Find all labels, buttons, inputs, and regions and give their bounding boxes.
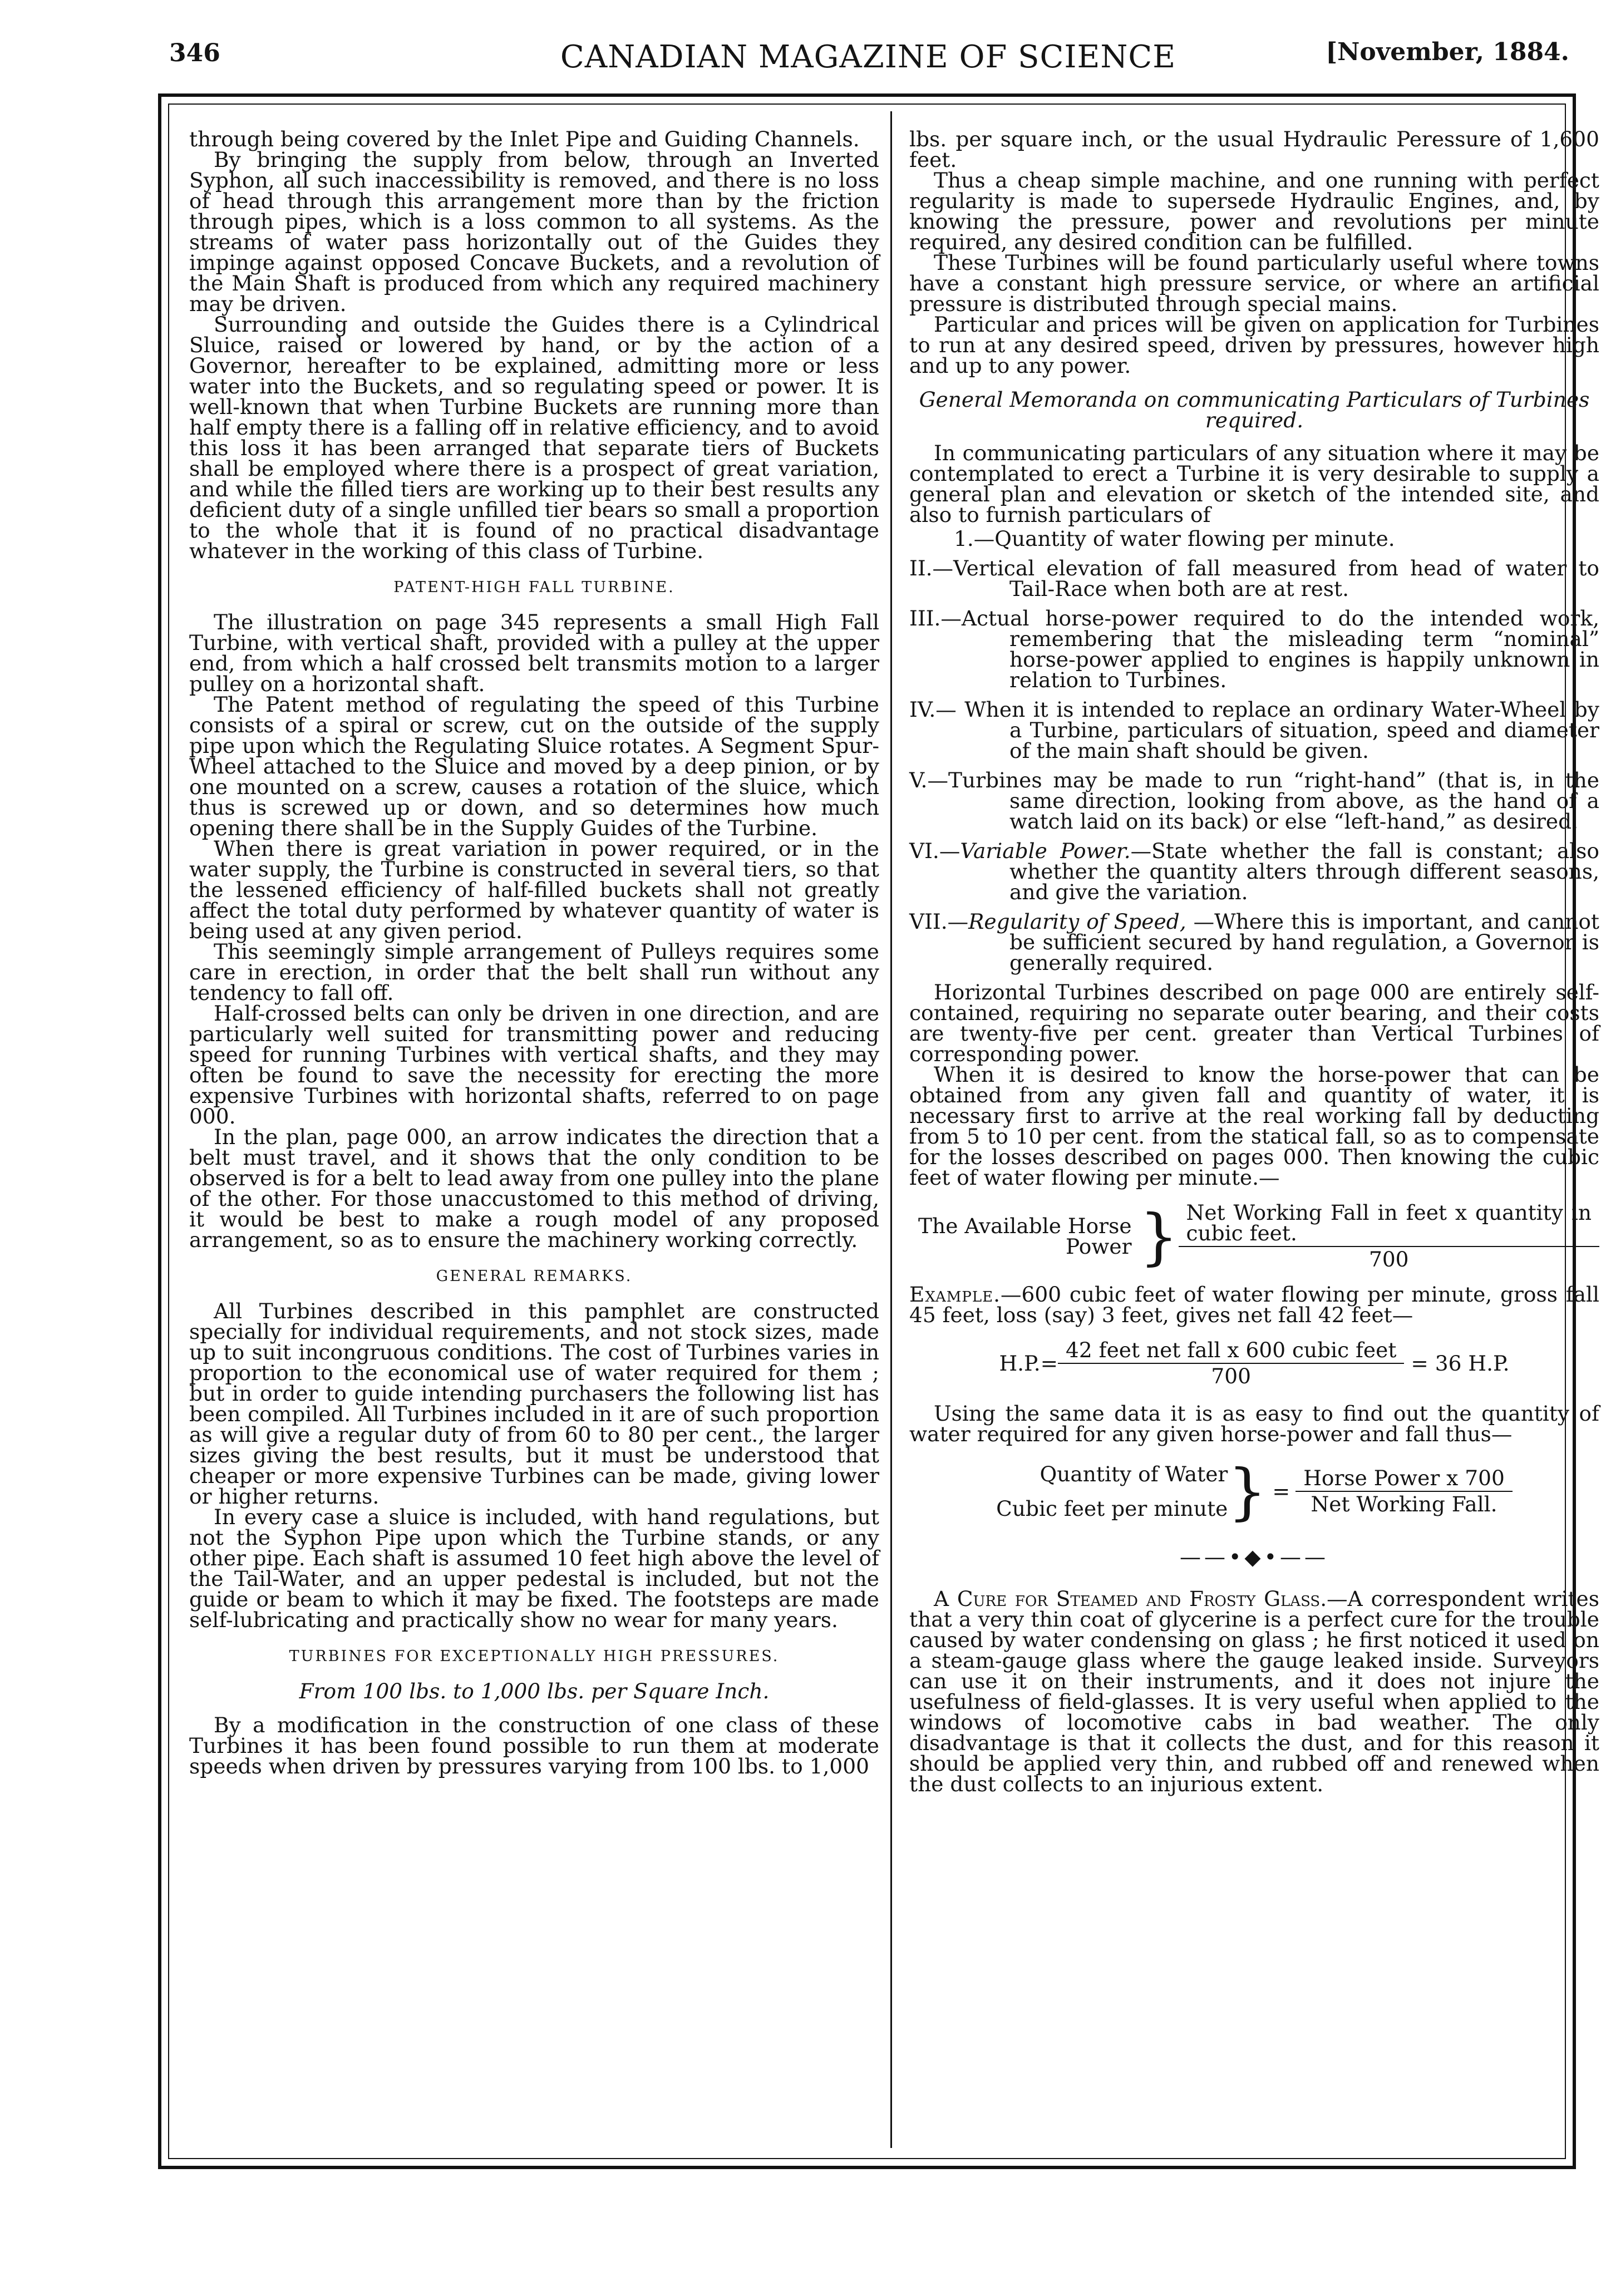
brace-glyph: }	[1139, 1200, 1179, 1272]
quantity-label-1: Quantity of Water	[1040, 1462, 1228, 1486]
cure-text: —A correspondent writes that a very thin coat of glycerine is a perfect cure for the trouble caused by water condensing on glass ; he first noticed it used on a steam-gauge glass where the gauge leaked inside. Surveyors can use it on their instruments, and it does not injure the usefulness of field-glasses. It is very useful when applied to the windows of locomotive cabs in bad weather. The only disadvantage is that it collects the dust, and for this reason it should be applied very thin, and rubbed off and renewed when the dust collects to an injurious extent.	[909, 1586, 1599, 1796]
formula-denominator: 700	[1368, 1247, 1409, 1272]
example-label: Example.	[909, 1282, 1001, 1307]
example-paragraph	[909, 1284, 1599, 1326]
ornament-divider: ——•◆•——	[1179, 1545, 1329, 1569]
formula-numerator: Net Working Fall in feet x quantity in cubic feet.	[1179, 1203, 1599, 1247]
magazine-title: CANADIAN MAGAZINE OF SCIENCE	[560, 39, 1176, 75]
list-item-title: Variable Power.	[960, 839, 1131, 863]
equals-sign: =	[1272, 1479, 1290, 1504]
cure-heading: A Cure for Steamed and Frosty Glass.	[934, 1586, 1327, 1611]
section-heading: TURBINES FOR EXCEPTIONALLY HIGH PRESSURES.	[289, 1648, 780, 1665]
cure-paragraph	[909, 1586, 1599, 1796]
section-subheading: From 100 lbs. to 1,000 lbs. per Square Inch.	[299, 1679, 770, 1703]
paragraph: The Patent method of regulating the speed of this Turbine consists of a spiral or screw, cut on the outside of the supply pipe upon which the Regulating Sluice rotates. A Segment Spur-Wheel attached to the Sluice and moved by a deep pinion, or by one mounted on a screw, causes a rotation of the sluice, which thus is screwed up or down, and so determines how much opening there shall be in the Supply Guides of the Turbine.	[189, 692, 879, 840]
issue-date: [November, 1884.	[1326, 38, 1569, 66]
list-item: III.—Actual horse-power required to do the intended work, remembering that the misleading term “nominal” horse-power applied to engines is happily unknown in relation to Turbines.	[909, 606, 1599, 692]
paragraph: When it is desired to know the horse-power that can be obtained from any given fall and quantity of water, it is necessary first to arrive at the real working fall by deducting from 5 to 10 per cent. from the statical fall, so as to compensate for the losses described on pages 000. Then knowing the cubic feet of water flowing per minute.—	[909, 1062, 1599, 1190]
quantity-fraction	[1295, 1468, 1513, 1515]
column-divider	[890, 111, 892, 2148]
formula-label: The Available Horse Power	[918, 1213, 1132, 1259]
list-item-number: VII.—	[909, 909, 969, 934]
section-heading: PATENT-HIGH FALL TURBINE.	[393, 579, 675, 596]
paragraph: through being covered by the Inlet Pipe and Guiding Channels.	[189, 127, 860, 151]
list-item: II.—Vertical elevation of fall measured from head of water to Tail-Race when both are at rest.	[909, 556, 1599, 601]
quantity-label-2: Cubic feet per minute	[996, 1496, 1228, 1521]
paragraph: Particular and prices will be given on application for Turbines to run at any desired speed, driven by pressures, however high and up to any power.	[909, 312, 1599, 378]
hp-calculation	[909, 1340, 1599, 1387]
hp-fraction	[1058, 1340, 1404, 1387]
section-heading: GENERAL REMARKS.	[436, 1268, 633, 1285]
paragraph: By bringing the supply from below, through an Inverted Syphon, all such inaccessibility is removed, and there is no loss of head through this arrangement more than by the friction through pipes, which is a loss common to all systems. As the streams of water pass horizontally out of the Guides they impinge against opposed Concave Buckets, and a revolution of the Main Shaft is produced from which any required machinery may be driven.	[189, 147, 879, 316]
list-item: IV.— When it is intended to replace an ordinary Water-Wheel by a Turbine, particulars of situation, speed and diameter of the main shaft should be given.	[909, 697, 1599, 763]
paragraph: This seemingly simple arrangement of Pulleys requires some care in erection, in order that the belt shall run without any tendency to fall off.	[189, 939, 879, 1005]
brace-glyph: }	[1228, 1456, 1267, 1527]
paragraph: Thus a cheap simple machine, and one running with perfect regularity is made to supersede Hydraulic Engines, and, by knowing the pressure, power and revolutions per minute required, any desired condition can be fulfilled.	[909, 168, 1599, 254]
paragraph: The illustration on page 345 represents a small High Fall Turbine, with vertical shaft, provided with a pulley at the upper end, from which a half crossed belt transmits motion to a larger pulley on a horizontal shaft.	[189, 610, 879, 696]
left-column	[189, 129, 879, 1777]
list-item-text: —Where this is important, and cannot be sufficient secured by hand regulation, a Governor is generally required.	[1009, 909, 1599, 975]
paragraph: All Turbines described in this pamphlet are constructed specially for individual requirements, and not stock sizes, made up to suit incongruous conditions. The cost of Turbines varies in proportion to the economical use of water required for them ; but in order to guide intending purchasers the following list has been compiled. All Turbines included in it are of such proportion as will give a regular duty of from 60 to 80 per cent., the larger sizes giving the best results, but it must be understood that cheaper or more expensive Turbines can be made, giving lower or higher returns.	[189, 1299, 879, 1509]
paragraph: In every case a sluice is included, with hand regulations, but not the Syphon Pipe upon which the Turbine stands, or any other pipe. Each shaft is assumed 10 feet high above the level of the Tail-Water, and an upper pedestal is included, but not the guide or beam to which it may be fixed. The footsteps are made self-lubricating and practically show no wear for many years.	[189, 1505, 879, 1632]
list-item	[909, 909, 1599, 975]
horse-power-formula	[909, 1200, 1599, 1272]
paragraph: Horizontal Turbines described on page 000 are entirely self-contained, requiring no separate outer bearing, and their costs are twenty-five per cent. greater than Vertical Turbines of corresponding power.	[909, 980, 1599, 1066]
paragraph: These Turbines will be found particularly useful where towns have a constant high pressure service, or where an artificial pressure is distributed through special mains.	[909, 250, 1599, 316]
paragraph: Surrounding and outside the Guides there is a Cylindrical Sluice, raised or lowered by hand, or by the action of a Governor, hereafter to be explained, admitting more or less water into the Buckets, and so regulating speed or power. It is well-known that when Turbine Buckets are running more than half empty there is a falling off in relative efficiency, and to avoid this loss it has been arranged that separate tiers of Buckets shall be employed where there is a prospect of great variation, and while the filled tiers are working up to their best results any deficient duty of a single unfilled tier bears so small a proportion to the whole that it is found of no practical disadvantage whatever in the working of this class of Turbine.	[189, 312, 879, 563]
quantity-numerator: Horse Power x 700	[1295, 1468, 1513, 1492]
list-item-title: Regularity of Speed,	[968, 909, 1186, 934]
right-column	[909, 129, 1599, 1795]
quantity-formula	[909, 1457, 1599, 1526]
paragraph: In the plan, page 000, an arrow indicates the direction that a belt must travel, and it shows that the only condition to be observed is for a belt to lead away from one pulley into the plane of the other. For those unaccustomed to this method of driving, it would be best to make a rough model of any proposed arrangement, so as to ensure the machinery working correctly.	[189, 1125, 880, 1252]
formula-fraction	[1179, 1200, 1599, 1272]
paragraph: When there is great variation in power required, or in the water supply, the Turbine is constructed in several tiers, so that the lessened efficiency of half-filled buckets shall not greatly affect the total duty performed by whatever quantity of water is being used at any given period.	[189, 836, 879, 943]
page-number: 346	[169, 39, 220, 67]
list-item-number: VI.—	[909, 839, 960, 863]
list-item-text: —State whether the fall is constant; also whether the quantity alters through different seasons, and give the variation.	[1009, 839, 1599, 904]
paragraph: In communicating particulars of any situation where it may be contemplated to erect a Turbine it is very desirable to supply a general plan and elevation or sketch of the intended site, and also to furnish particulars of	[909, 441, 1599, 527]
hp-numerator: 42 feet net fall x 600 cubic feet	[1058, 1340, 1404, 1364]
quantity-denominator: Net Working Fall.	[1311, 1492, 1497, 1516]
paragraph: lbs. per square inch, or the usual Hydraulic Peressure of 1,600 feet.	[909, 127, 1599, 172]
hp-result: = 36 H.P.	[1411, 1351, 1510, 1376]
list-item	[909, 839, 1599, 904]
hp-label: H.P.=	[999, 1351, 1058, 1376]
list-item: 1.—Quantity of water flowing per minute.	[954, 526, 1395, 551]
paragraph: Using the same data it is as easy to find out the quantity of water required for any given horse-power and fall thus—	[909, 1401, 1599, 1446]
section-heading: General Memoranda on communicating Particulars of Turbines required.	[919, 387, 1590, 432]
list-item: V.—Turbines may be made to run “right-hand” (that is, in the same direction, looking from above, as the hand of a watch laid on its back) or else “left-hand,” as desired.	[909, 768, 1599, 834]
paragraph: Half-crossed belts can only be driven in one direction, and are particularly well suited for transmitting power and reducing speed for running Turbines with vertical shafts, and they may often be found to save the necessity for erecting the more expensive Turbines with horizontal shafts, referred to on page 000.	[189, 1001, 879, 1129]
paragraph: By a modification in the construction of one class of these Turbines it has been found possible to run them at moderate speeds when driven by pressures varying from 100 lbs. to 1,000	[189, 1713, 879, 1778]
page-header	[161, 33, 1575, 78]
example-text: —600 cubic feet of water flowing per minute, gross fall 45 feet, loss (say) 3 feet, gives net fall 42 feet—	[909, 1282, 1599, 1327]
quantity-labels	[996, 1457, 1228, 1526]
hp-denominator: 700	[1211, 1364, 1251, 1388]
